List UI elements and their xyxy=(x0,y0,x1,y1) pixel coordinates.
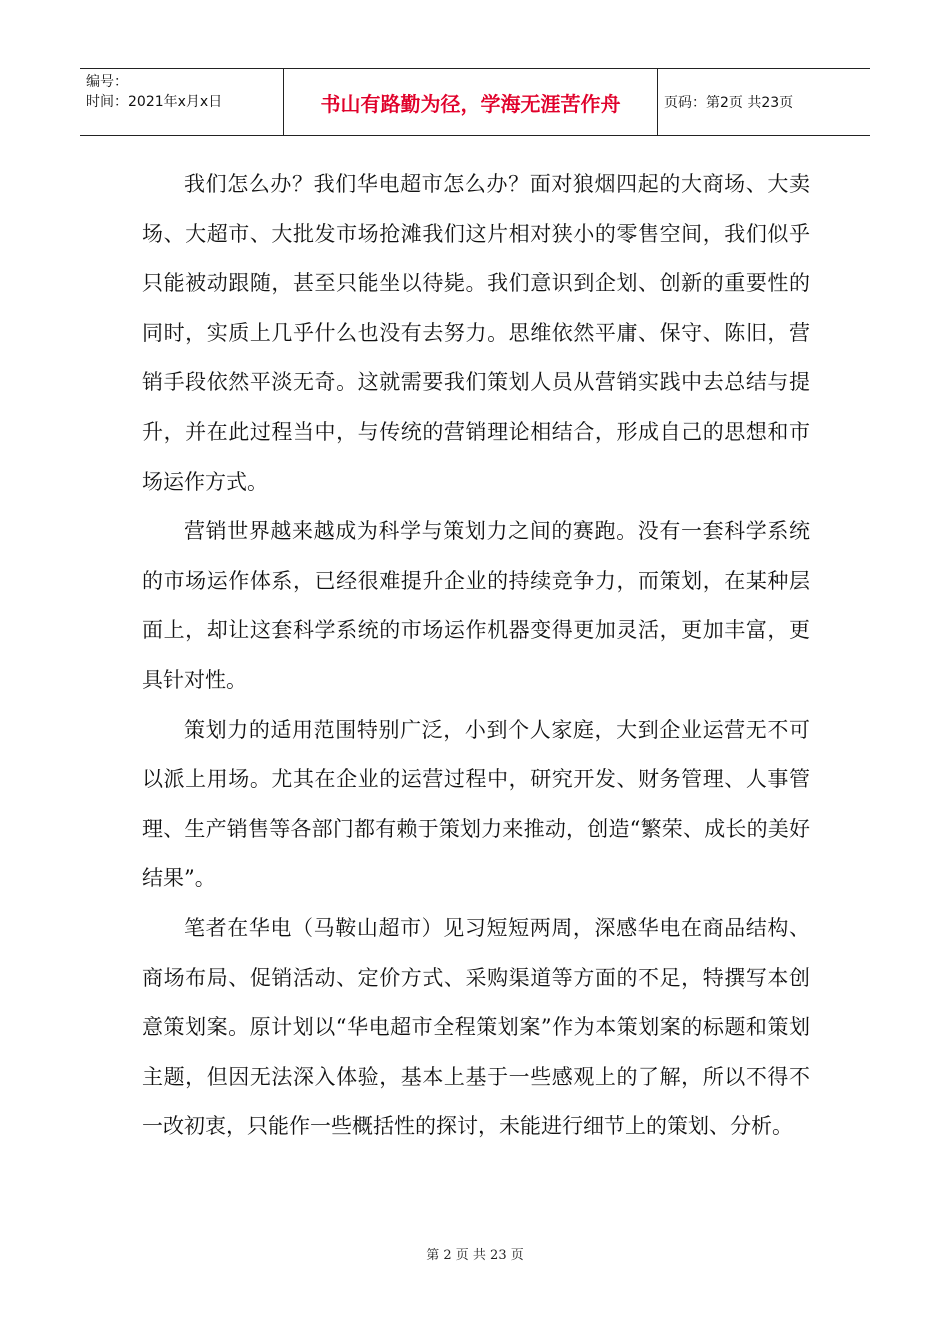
body-paragraph-2: 营销世界越来越成为科学与策划力之间的赛跑。没有一套科学系统的市场运作体系，已经很难提升企业的持续竞争力，而策划，在某种层面上，却让这套科学系统的市场运作机器变得更加灵活，更加丰富，更具针对性。 xyxy=(142,519,810,692)
page-header xyxy=(80,68,870,136)
document-body xyxy=(142,160,810,1152)
header-meta xyxy=(80,69,284,135)
body-paragraph-3: 策划力的适用范围特别广泛，小到个人家庭，大到企业运营无不可以派上用场。尤其在企业的运营过程中，研究开发、财务管理、人事管理、生产销售等各部门都有赖于策划力来推动，创造“繁荣、成长的美好结果”。 xyxy=(142,717,810,891)
header-motto: 书山有路勤为径，学海无涯苦作舟 xyxy=(284,69,658,135)
body-paragraph-1: 我们怎么办？我们华电超市怎么办？面对狼烟四起的大商场、大卖场、大超市、大批发市场抢滩我们这片相对狭小的零售空间，我们似乎只能被动跟随，甚至只能坐以待毙。我们意识到企划、创新的重要性的同时，实质上几乎什么也没有去努力。思维依然平庸、保守、陈旧，营销手段依然平淡无奇。这就需要我们策划人员从营销实践中去总结与提升，并在此过程当中，与传统的营销理论相结合，形成自己的思想和市场运作方式。 xyxy=(142,172,810,494)
document-date-label: 时间：2021年x月x日 xyxy=(86,94,223,110)
page-footer: 第 2 页 共 23 页 xyxy=(426,1248,524,1263)
header-page-info: 页码：第2页 共23页 xyxy=(664,95,794,111)
body-paragraph-4: 笔者在华电（马鞍山超市）见习短短两周，深感华电在商品结构、商场布局、促销活动、定价方式、采购渠道等方面的不足，特撰写本创意策划案。原计划以“华电超市全程策划案”作为本策划案的标题和策划主题，但因无法深入体验，基本上基于一些感观上的了解，所以不得不一改初衷，只能作一些概括性的探讨，未能进行细节上的策划、分析。 xyxy=(142,915,810,1139)
document-number-label: 编号： xyxy=(86,74,128,90)
